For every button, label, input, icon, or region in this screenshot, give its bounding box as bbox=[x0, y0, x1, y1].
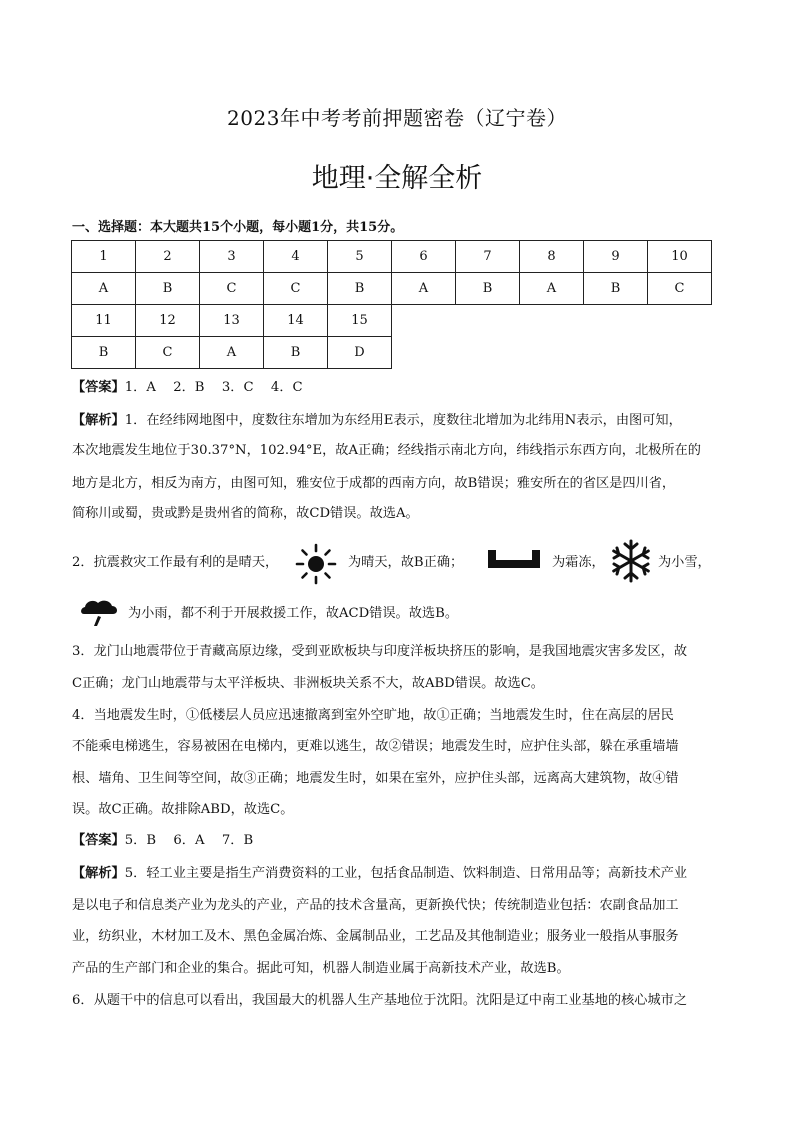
table-cell: 6 bbox=[392, 241, 456, 273]
table-cell: B bbox=[264, 337, 328, 369]
table-row bbox=[72, 337, 712, 369]
table-cell: 9 bbox=[584, 241, 648, 273]
rain-cloud-icon bbox=[78, 598, 120, 628]
document-title: 2023年中考考前押题密卷（辽宁卷） bbox=[227, 106, 567, 130]
answer-line-1 bbox=[72, 378, 303, 398]
document-subtitle: 地理·全解全析 bbox=[311, 163, 483, 194]
table-cell: A bbox=[200, 337, 264, 369]
table-cell: B bbox=[136, 273, 200, 305]
paragraph-line: 产品的生产部门和企业的集合。据此可知，机器人制造业属于高新技术产业，故选B。 bbox=[72, 961, 570, 976]
empty-cell bbox=[520, 337, 584, 369]
paragraph-line: 是以电子和信息类产业为龙头的产业，产品的技术含量高，更新换代快；传统制造业包括：农副食品加工 bbox=[72, 898, 679, 913]
table-row bbox=[72, 241, 712, 273]
empty-cell bbox=[456, 337, 520, 369]
paragraph-line: C正确；龙门山地震带与太平洋板块、非洲板块关系不大，故ABD错误。故选C。 bbox=[72, 676, 544, 691]
section-heading: 一、选择题：本大题共15个小题，每小题1分，共15分。 bbox=[72, 220, 404, 235]
answer-tag: 【答案】 bbox=[72, 380, 125, 395]
empty-cell bbox=[648, 305, 712, 337]
table-cell: 11 bbox=[72, 305, 136, 337]
paragraph-line: 地方是北方，相反为南方，由图可知，雅安位于成都的西南方向，故B错误；雅安所在的省区是四川省， bbox=[72, 476, 676, 491]
sun-icon bbox=[295, 543, 337, 585]
table-cell: C bbox=[264, 273, 328, 305]
table-cell: 3 bbox=[200, 241, 264, 273]
table-cell: A bbox=[392, 273, 456, 305]
analysis-tag: 【解析】 bbox=[72, 866, 125, 881]
table-cell: 12 bbox=[136, 305, 200, 337]
q2-text-e: 为小雨，都不利于开展救援工作，故ACD错误。故选B。 bbox=[128, 606, 459, 621]
table-cell: A bbox=[72, 273, 136, 305]
table-cell: B bbox=[72, 337, 136, 369]
paragraph-line: 简称川或蜀，贵或黔是贵州省的简称，故CD错误。故选A。 bbox=[72, 506, 419, 521]
empty-cell bbox=[584, 337, 648, 369]
q2-text-a: 2．抗震救灾工作最有利的是晴天， bbox=[72, 555, 279, 570]
table-cell: 15 bbox=[328, 305, 392, 337]
answer-text: 1．A 2．B 3．C 4．C bbox=[124, 380, 303, 395]
table-cell: B bbox=[328, 273, 392, 305]
table-cell: 4 bbox=[264, 241, 328, 273]
empty-cell bbox=[392, 337, 456, 369]
table-cell: C bbox=[136, 337, 200, 369]
table-cell: A bbox=[520, 273, 584, 305]
analysis-tag: 【解析】 bbox=[72, 413, 125, 428]
q2-text-c: 为霜冻， bbox=[552, 555, 605, 570]
table-cell: 8 bbox=[520, 241, 584, 273]
analysis-line bbox=[72, 864, 687, 884]
empty-cell bbox=[392, 305, 456, 337]
paragraph-line: 4．当地震发生时，①低楼层人员应迅速撤离到室外空旷地，故①正确；当地震发生时，住在高层的居民 bbox=[72, 708, 674, 723]
answer-tag: 【答案】 bbox=[72, 833, 125, 848]
table-cell: 5 bbox=[328, 241, 392, 273]
empty-cell bbox=[584, 305, 648, 337]
q2-text-d: 为小雪， bbox=[658, 555, 711, 570]
table-cell: B bbox=[456, 273, 520, 305]
table-row bbox=[72, 273, 712, 305]
table-cell: 10 bbox=[648, 241, 712, 273]
table-cell: 7 bbox=[456, 241, 520, 273]
analysis-text: 5．轻工业主要是指生产消费资料的工业，包括食品制造、饮料制造、日常用品等；高新技术产业 bbox=[124, 866, 688, 881]
paragraph-line: 6．从题干中的信息可以看出，我国最大的机器人生产基地位于沈阳。沈阳是辽中南工业基地的核心城市之 bbox=[72, 993, 688, 1008]
q2-text-b: 为晴天，故B正确； bbox=[348, 555, 464, 570]
paragraph-line: 本次地震发生地位于30.37°N，102.94°E，故A正确；经线指示南北方向，纬线指示东西方向，北极所在的 bbox=[72, 443, 701, 458]
table-cell: C bbox=[648, 273, 712, 305]
paragraph-line: 不能乘电梯逃生，容易被困在电梯内，更难以逃生，故②错误；地震发生时，应护住头部，躲在承重墙墙 bbox=[72, 739, 679, 754]
table-cell: D bbox=[328, 337, 392, 369]
paragraph-line: 3．龙门山地震带位于青藏高原边缘，受到亚欧板块与印度洋板块挤压的影响，是我国地震灾害多发区，故 bbox=[72, 644, 688, 659]
answer-line-2 bbox=[72, 831, 253, 851]
answer-table bbox=[71, 240, 712, 369]
table-cell: C bbox=[200, 273, 264, 305]
answer-text: 5．B 6．A 7．B bbox=[124, 833, 254, 848]
table-cell: B bbox=[584, 273, 648, 305]
table-cell: 14 bbox=[264, 305, 328, 337]
empty-cell bbox=[520, 305, 584, 337]
frost-icon bbox=[486, 548, 542, 570]
paragraph-line: 根、墙角、卫生间等空间，故③正确；地震发生时，如果在室外，应护住头部，远离高大建筑物，故④错 bbox=[72, 771, 679, 786]
analysis-text: 1．在经纬网地图中，度数往东增加为东经用E表示，度数往北增加为北纬用N表示，由图可知， bbox=[124, 413, 682, 428]
paragraph-line: 业，纺织业，木材加工及木、黑色金属冶炼、金属制品业，工艺品及其他制造业；服务业一般指从事服务 bbox=[72, 929, 679, 944]
table-cell: 1 bbox=[72, 241, 136, 273]
empty-cell bbox=[456, 305, 520, 337]
table-cell: 13 bbox=[200, 305, 264, 337]
snowflake-icon bbox=[608, 538, 654, 584]
empty-cell bbox=[648, 337, 712, 369]
table-row bbox=[72, 305, 712, 337]
analysis-line bbox=[72, 411, 682, 431]
table-cell: 2 bbox=[136, 241, 200, 273]
paragraph-line: 误。故C正确。故排除ABD，故选C。 bbox=[72, 802, 294, 817]
